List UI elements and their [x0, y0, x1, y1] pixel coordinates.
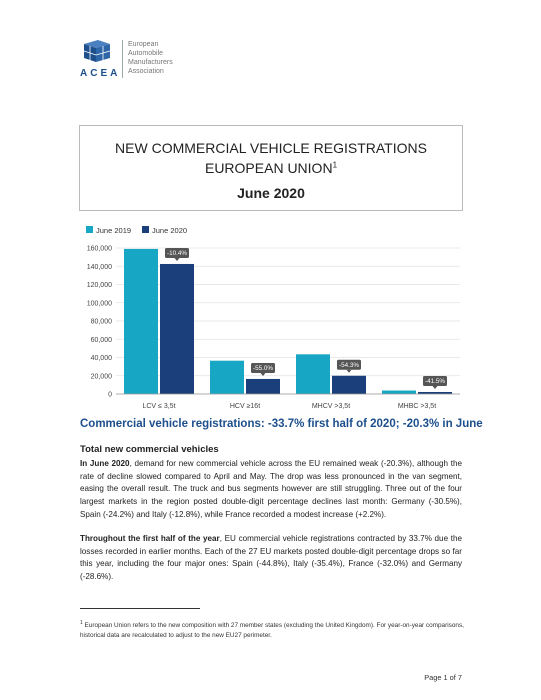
bar: [246, 379, 280, 394]
bar: [332, 376, 366, 394]
y-tick-label: 160,000: [86, 245, 112, 253]
change-label: -54.3%: [339, 361, 359, 369]
logo-full-name: European Automobile Manufacturers Association: [128, 41, 173, 75]
bar: [382, 391, 416, 394]
bar: [210, 361, 244, 394]
legend-label: June 2019: [96, 226, 132, 235]
section-title: Total new commercial vehicles: [80, 444, 219, 455]
x-tick-label: LCV ≤ 3,5t: [142, 403, 176, 410]
acea-logo: [80, 38, 200, 88]
paragraph-june: In June 2020, demand for new commercial vehicle across the EU remained weak (-20.3%), although the rate of decline slowed compared to April and May. The drop was less pronounced in the van segment, easing the overall result. The truck and bus segments however are still struggling. Three out of the four largest markets in the region posted double-digit percentage declines last month: Germany (-30.5%), Spain (-24.2%) and Italy (-12.8%), while France recorded a modest increase (+2.2%).: [80, 459, 462, 519]
legend-label: June 2020: [152, 226, 188, 235]
paragraph-lead: In June 2020: [80, 459, 130, 468]
footnote-separator: [80, 608, 200, 609]
y-tick-label: 20,000: [90, 373, 112, 381]
x-tick-label: HCV ≥16t: [229, 403, 261, 410]
legend-swatch: [142, 226, 149, 233]
logo-acronym: ACEA: [80, 68, 121, 79]
x-tick-label: MHCV >3,5t: [311, 403, 351, 410]
y-tick-label: 60,000: [90, 336, 112, 344]
logo-divider: [122, 40, 123, 78]
acea-cube-icon: [80, 38, 114, 66]
headline: Commercial vehicle registrations: -33.7% first half of 2020; -20.3% in June: [80, 418, 483, 430]
y-tick-label: 80,000: [90, 318, 112, 326]
footnote-ref[interactable]: 1: [332, 160, 338, 170]
footnote: $^1$ European Union refers to the new composition with 27 member states (excluding the United Kingdom). For year-on-year comparisons, historical data are recalculated to adjust to the new EU27 perimeter.: [80, 620, 464, 639]
registrations-bar-chart: [80, 222, 460, 414]
paragraph-lead: Throughout the first half of the year: [80, 534, 220, 543]
bar: [160, 264, 194, 394]
legend-swatch: [86, 226, 93, 233]
change-label: -10.4%: [167, 250, 187, 258]
change-label: -55.0%: [253, 365, 273, 373]
page-number: Page 1 of 7: [424, 673, 462, 682]
change-label: -41.5%: [425, 378, 445, 386]
y-tick-label: 0: [108, 391, 112, 399]
change-label-pointer: [433, 386, 438, 389]
bar: [124, 249, 158, 394]
paragraph-first-half: Throughout the first half of the year, EU commercial vehicle registrations contracted by 33.7% due the losses recorded in earlier months. Each of the 27 EU markets posted double-digit percentage drops so far this year, including the four major ones: Spain (-44.8%), Italy (-35.4%), France (-32.0%) and Germany (-28.6%).: [80, 534, 462, 582]
y-tick-label: 100,000: [86, 300, 112, 308]
change-label-pointer: [347, 370, 352, 373]
y-tick-label: 40,000: [90, 355, 112, 362]
y-tick-label: 120,000: [86, 282, 112, 289]
y-tick-label: 140,000: [86, 263, 112, 271]
title-box: [79, 125, 463, 211]
title-line-1: NEW COMMERCIAL VEHICLE REGISTRATIONS: [115, 140, 427, 156]
bar: [296, 354, 330, 394]
title-date: June 2020: [237, 185, 305, 201]
change-label-pointer: [175, 258, 180, 261]
title-line-2: EUROPEAN UNION$^1$: [204, 160, 338, 176]
x-tick-label: MHBC >3,5t: [397, 403, 437, 410]
